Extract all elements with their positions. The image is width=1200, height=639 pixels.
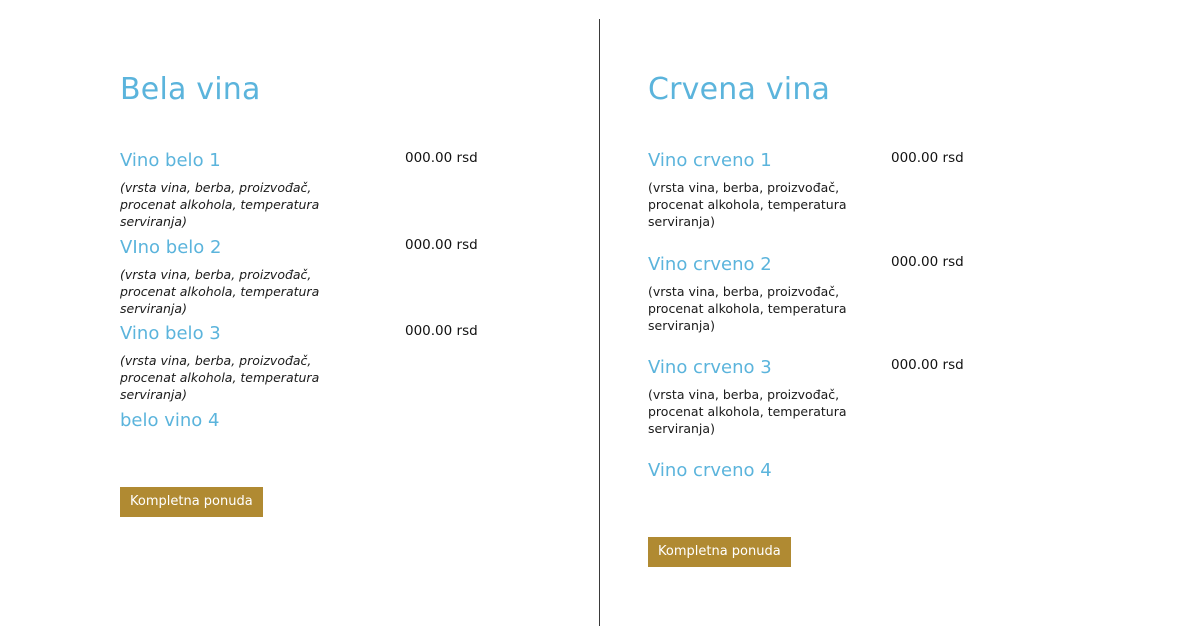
wine-description: (vrsta vina, berba, proizvođač, procenat alkohola, temperatura serviranja): [120, 267, 320, 316]
wine-name: Vino crveno 2: [648, 254, 772, 275]
wine-price: 000.00 rsd: [405, 237, 478, 253]
wine-name: Vino belo 3: [120, 323, 221, 344]
wine-price: 000.00 rsd: [405, 150, 478, 166]
wine-price: 000.00 rsd: [891, 357, 964, 373]
wine-name: Vino belo 1: [120, 150, 221, 171]
wine-price: 000.00 rsd: [891, 150, 964, 166]
complete-offer-button[interactable]: Kompletna ponuda: [120, 487, 263, 517]
column-divider: [599, 19, 600, 626]
wine-description: (vrsta vina, berba, proizvođač, procenat alkohola, temperatura serviranja): [648, 284, 847, 333]
wine-description: (vrsta vina, berba, proizvođač, procenat alkohola, temperatura serviranja): [120, 180, 320, 229]
white-wines-title: Bela vina: [120, 72, 261, 107]
complete-offer-button[interactable]: Kompletna ponuda: [648, 537, 791, 567]
wine-name: Vino crveno 1: [648, 150, 772, 171]
red-wines-title: Crvena vina: [648, 72, 831, 107]
wine-name: Vino crveno 3: [648, 357, 772, 378]
wine-name: Vino crveno 4: [648, 460, 772, 481]
wine-price: 000.00 rsd: [405, 323, 478, 339]
wine-name: VIno belo 2: [120, 237, 222, 258]
wine-description: (vrsta vina, berba, proizvođač, procenat alkohola, temperatura serviranja): [648, 387, 847, 436]
wine-description: (vrsta vina, berba, proizvođač, procenat alkohola, temperatura serviranja): [648, 180, 847, 229]
wine-name: belo vino 4: [120, 410, 220, 431]
wine-description: (vrsta vina, berba, proizvođač, procenat alkohola, temperatura serviranja): [120, 353, 320, 402]
wine-price: 000.00 rsd: [891, 254, 964, 270]
